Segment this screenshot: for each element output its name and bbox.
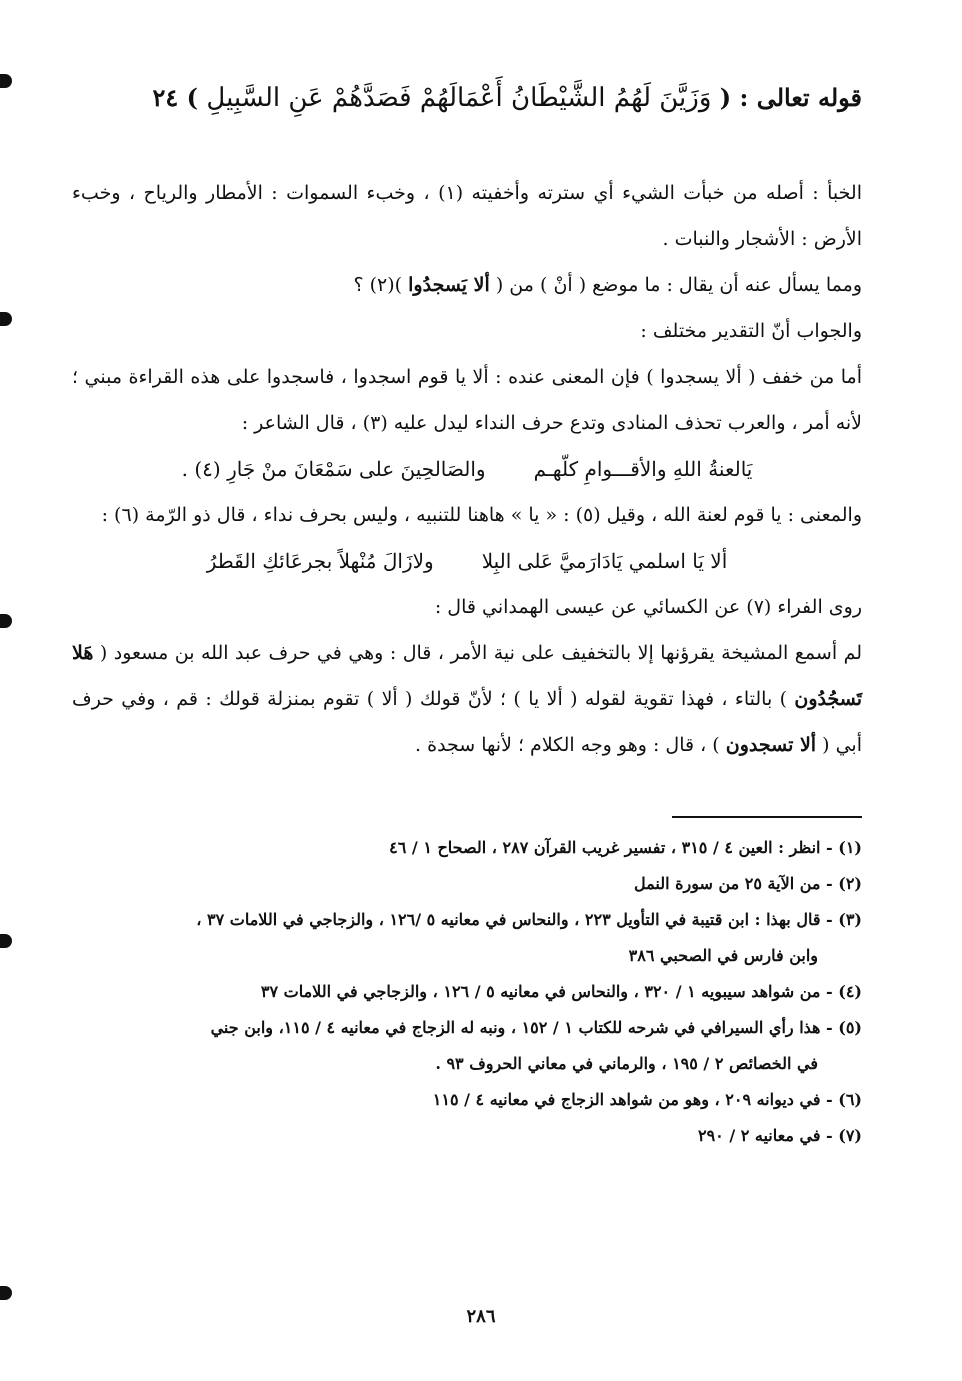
reading-ubayy: ألا تسجدون	[725, 734, 817, 756]
verse-number: ) ٢٤	[152, 83, 199, 112]
poetry-verse-1	[72, 446, 862, 492]
verse-hemistich-2: والصَالحِينَ على سَمْعَانَ منْ جَارِ (٤) .	[181, 457, 486, 481]
poetry-verse-2	[72, 538, 862, 584]
footnote-1: (١) - انظر : العين ٤ / ٣١٥ ، تفسير غريب القرآن ٢٨٧ ، الصحاح ١ / ٤٦	[389, 838, 862, 857]
main-text	[72, 170, 862, 768]
footnote-7: (٧) - في معانيه ٢ / ٢٩٠	[697, 1126, 862, 1145]
footnote-5-continued: في الخصائص ٢ / ١٩٥ ، والرماني في معاني الحروف ٩٣ .	[435, 1054, 818, 1073]
footnote-separator	[672, 816, 862, 818]
reading-ibn-masud: هَلا تَسجُدُون	[72, 642, 862, 710]
footnote-4: (٤) - من شواهد سيبويه ١ / ٣٢٠ ، والنحاس في معانيه ٥ / ١٢٦ ، والزجاجي في اللامات ٣٧	[260, 982, 862, 1001]
paragraph-meaning: والمعنى : يا قوم لعنة الله ، وقيل (٥) : « يا » هاهنا للتنبيه ، وليس بحرف نداء ، قال ذو الرّمة (٦) :	[101, 504, 862, 526]
verse-hemistich-1: ألا يَا اسلمي يَادَارَميَّ عَلى البِلا	[481, 549, 728, 573]
heading-intro: قوله تعالى : (	[719, 83, 862, 112]
scan-edge-mark	[0, 312, 12, 326]
page-number: ٢٨٦	[466, 1306, 496, 1327]
paragraph-khaffafa: أما من خفف ( ألا يسجدوا ) فإن المعنى عنده : ألا يا قوم اسجدوا ، فاسجدوا على هذه القراءة مبني ؛ لأنه أمر ، والعرب تحذف المنادى وتدع حرف النداء ليدل عليه (٣) ، قال الشاعر :	[72, 366, 862, 434]
scan-edge-mark	[0, 614, 12, 628]
mashyakha-text: لم أسمع المشيخة يقرؤنها إلا بالتخفيف على نية الأمر ، قال : وهي في حرف عبد الله بن مسعود (	[99, 642, 863, 664]
page-heading	[152, 72, 862, 124]
footnote-3-continued: وابن فارس في الصحبي ٣٨٦	[628, 946, 818, 965]
scan-edge-mark	[0, 1286, 12, 1300]
paragraph-answer: والجواب أنّ التقدير مختلف :	[640, 320, 862, 342]
paragraph-mashyakha	[72, 630, 862, 768]
question-end: )(٢) ؟	[353, 274, 403, 296]
footnote-2: (٢) - من الآية ٢٥ من سورة النمل	[634, 874, 862, 893]
paragraph-khaba: الخبأ : أصله من خبأت الشيء أي سترته وأخفيته (١) ، وخبء السموات : الأمطار والرياح ، وخبء الأرض : الأشجار والنبات .	[72, 182, 862, 250]
paragraph-farra: روى الفراء (٧) عن الكسائي عن عيسى الهمداني قال :	[434, 596, 862, 618]
footnotes	[72, 830, 862, 1154]
mashyakha-text: ) ، قال : وهو وجه الكلام ؛ لأنها سجدة .	[415, 734, 720, 756]
mashyakha-text: ) بالتاء ، فهذا تقوية لقوله ( ألا يا ) ؛ لأنّ قولك ( ألا ) تقوم بمنزلة قولك : قم ، وفي حرف أبي (	[72, 688, 862, 756]
question-text: ومما يسأل عنه أن يقال : ما موضع ( أنْ ) من (	[495, 274, 862, 296]
quran-verse: وَزَيَّنَ لَهُمُ الشَّيْطَانُ أَعْمَالَهُمْ فَصَدَّهُمْ عَنِ السَّبِيلِ	[206, 83, 712, 113]
verse-hemistich-1: يَالعنةُ اللهِ والأقـــوامِ كلّهـم	[533, 457, 753, 481]
footnote-3: (٣) - قال بهذا : ابن قتيبة في التأويل ٢٢٣ ، والنحاس في معانيه ٥ /١٢٦ ، والزجاجي في اللامات ٣٧ ،	[196, 910, 862, 929]
question-bold: ألا يَسجدُوا	[408, 274, 490, 296]
verse-hemistich-2: ولازَالَ مُنْهلاً بجرعَائكِ القَطرُ	[206, 549, 434, 573]
footnote-6: (٦) - في ديوانه ٢٠٩ ، وهو من شواهد الزجاج في معانيه ٤ / ١١٥	[432, 1090, 862, 1109]
footnote-5: (٥) - هذا رأي السيرافي في شرحه للكتاب ١ / ١٥٢ ، ونبه له الزجاج في معانيه ٤ / ١١٥، وابن جني	[210, 1018, 862, 1037]
paragraph-question	[72, 262, 862, 308]
scan-edge-mark	[0, 74, 12, 88]
scan-edge-mark	[0, 934, 12, 948]
